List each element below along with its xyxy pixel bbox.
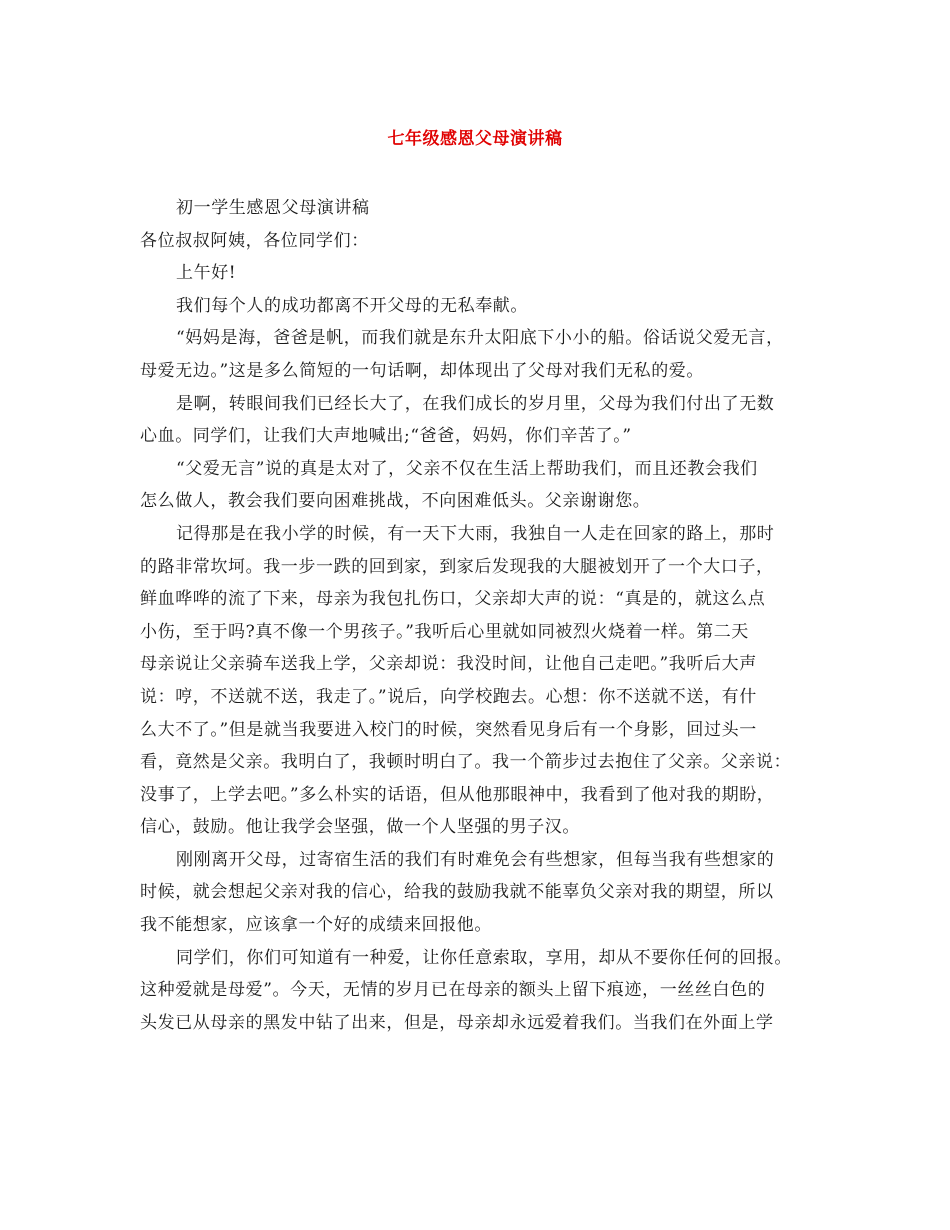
text-line: 同学们，你们可知道有一种爱，让你任意索取，享用，却从不要你任何的回报。 <box>176 947 792 968</box>
text-line: 鲜血哗哗的流了下来，母亲为我包扎伤口，父亲却大声的说：“真是的，就这么点 <box>140 589 766 610</box>
text-line: 信心，鼓励。他让我学会坚强，做一个人坚强的男子汉。 <box>140 817 580 838</box>
text-line: 时候，就会想起父亲对我的信心，给我的鼓励我就不能辜负父亲对我的期望，所以 <box>140 882 774 903</box>
document-body <box>140 192 830 1039</box>
text-line: 我不能想家，应该拿一个好的成绩来回报他。 <box>140 915 492 936</box>
text-line: “妈妈是海，爸爸是帆，而我们就是东升太阳底下小小的船。俗话说父爱无言， <box>176 328 784 349</box>
text-line: “父爱无言”说的真是太对了，父亲不仅在生活上帮助我们，而且还教会我们 <box>176 458 758 479</box>
text-line: 没事了，上学去吧。”多么朴实的话语，但从他那眼神中，我看到了他对我的期盼， <box>140 784 775 805</box>
text-line: 母爱无边。”这是多么简短的一句话啊，却体现出了父母对我们无私的爱。 <box>140 360 704 381</box>
text-line: 上午好! <box>176 263 237 284</box>
text-line: 刚刚离开父母，过寄宿生活的我们有时难免会有些想家，但每当我有些想家的 <box>176 849 775 870</box>
text-line: 的路非常坎坷。我一步一跌的回到家，到家后发现我的大腿被划开了一个大口子， <box>140 556 774 577</box>
text-line: 我们每个人的成功都离不开父母的无私奉献。 <box>176 295 528 316</box>
text-line: 说：哼，不送就不送，我走了。”说后，向学校跑去。心想：你不送就不送，有什 <box>140 686 757 707</box>
text-line: 初一学生感恩父母演讲稿 <box>176 198 370 218</box>
text-line: 小伤，至于吗?真不像一个男孩子。”我听后心里就如同被烈火烧着一样。第二天 <box>140 621 749 642</box>
text-line: 各位叔叔阿姨，各位同学们： <box>140 230 369 251</box>
document-title: 七年级感恩父母演讲稿 <box>387 129 563 149</box>
text-line: 这种爱就是母爱”。今天，无情的岁月已在母亲的额头上留下痕迹，一丝丝白色的 <box>140 980 766 1001</box>
text-line: 么大不了。”但是就当我要进入校门的时候，突然看见身后有一个身影，回过头一 <box>140 719 757 740</box>
text-line: 记得那是在我小学的时候，有一天下大雨，我独自一人走在回家的路上，那时 <box>176 523 775 544</box>
text-line: 心血。同学们，让我们大声地喊出;“爸爸，妈妈，你们辛苦了。” <box>140 426 632 447</box>
text-line: 看，竟然是父亲。我明白了，我顿时明白了。我一个箭步过去抱住了父亲。父亲说： <box>140 752 792 773</box>
text-line: 是啊，转眼间我们已经长大了，在我们成长的岁月里，父母为我们付出了无数 <box>176 393 775 414</box>
text-line: 母亲说让父亲骑车送我上学，父亲却说：我没时间，让他自己走吧。”我听后大声 <box>140 654 757 675</box>
text-line: 怎么做人，教会我们要向困难挑战，不向困难低头。父亲谢谢您。 <box>140 491 651 512</box>
text-line: 头发已从母亲的黑发中钻了出来，但是，母亲却永远爱着我们。当我们在外面上学 <box>140 1012 774 1033</box>
